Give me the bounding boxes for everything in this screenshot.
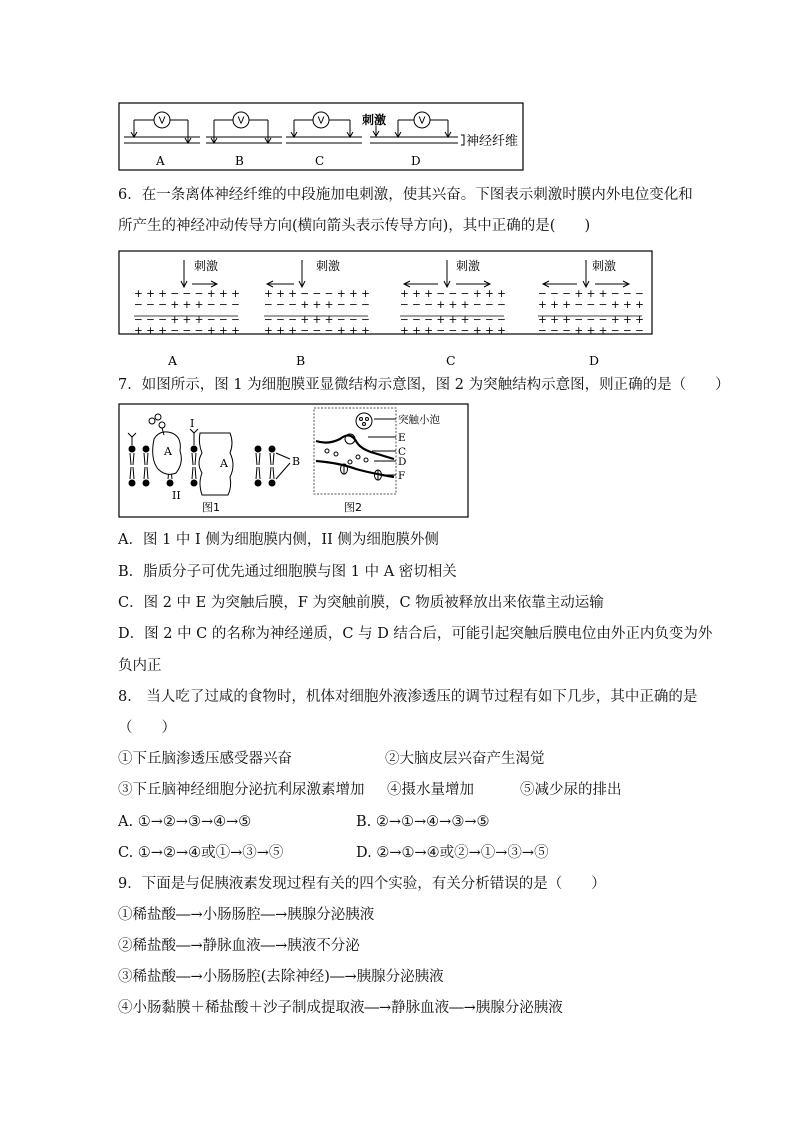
q8-option-b: B. ②→①→④→③→⑤ — [356, 814, 490, 830]
svg-text:A: A — [156, 154, 165, 168]
svg-text:+ + + − − − + + +: + + + − − − + + + — [134, 288, 240, 300]
svg-text:− − − + + + − − −: − − − + + + − − − — [400, 314, 506, 326]
svg-text:− − − + + + − − −: − − − + + + − − − — [134, 314, 240, 326]
q6-panel-c — [400, 258, 506, 337]
fig2-label-vesicle: 突触小泡 — [398, 414, 440, 426]
q6-panel-a — [134, 258, 240, 337]
svg-text:C: C — [315, 154, 325, 168]
fig1-label-a2: A — [220, 457, 228, 470]
voltmeter-label: V — [158, 115, 166, 127]
svg-text:刺激: 刺激 — [194, 259, 219, 273]
q8-paren: （ ） — [118, 720, 176, 736]
svg-text:− − − + + + − − −: − − − + + + − − − — [538, 288, 644, 300]
q8-stem: 8． 当人吃了过咸的食物时，机体对细胞外液渗透压的调节过程有如下几步，其中正确的是 — [118, 689, 698, 705]
q8-item-1: ①下丘脑渗透压感受器兴奋 — [118, 751, 292, 767]
q7-option-a: A．图 1 中 I 侧为细胞膜内侧，II 侧为细胞膜外侧 — [118, 532, 439, 548]
q9-item-1: ①稀盐酸―→小肠肠腔―→胰腺分泌胰液 — [118, 907, 375, 923]
fig1-label-ii: II — [172, 489, 181, 502]
svg-text:+ + + − − − + + +: + + + − − − + + + — [134, 325, 240, 337]
q6-figure — [118, 250, 654, 372]
svg-text:D: D — [411, 154, 421, 168]
svg-text:− − − + + + − − −: − − − + + + − − − — [264, 299, 370, 311]
fig1-label-i: I — [190, 417, 195, 430]
q8-item-5: ⑤减少尿的排出 — [520, 782, 622, 798]
fig2-label-f: F — [398, 470, 406, 482]
q9-stem: 9．下面是与促胰液素发现过程有关的四个实验，有关分析错误的是（ ） — [118, 876, 606, 892]
q8-item-4: ④摄水量增加 — [387, 782, 474, 798]
q6-label-b: B — [296, 353, 306, 368]
fig1-caption: 图1 — [202, 501, 220, 514]
cell-membrane-diagram — [128, 414, 290, 495]
svg-text:+ + + − − − + + +: + + + − − − + + + — [538, 299, 644, 311]
q8-item-2: ②大脑皮层兴奋产生渴觉 — [385, 751, 545, 767]
q7-option-b: B．脂质分子可优先通过细胞膜与图 1 中 A 密切相关 — [118, 564, 457, 580]
svg-text:刺激: 刺激 — [316, 259, 341, 273]
svg-text:+ + + − − − + + +: + + + − − − + + + — [400, 288, 506, 300]
svg-text:− − − + + + − − −: − − − + + + − − − — [264, 314, 370, 326]
svg-text:V: V — [237, 115, 245, 127]
svg-text:+ + + − − − + + +: + + + − − − + + + — [400, 325, 506, 337]
q9-item-3: ③稀盐酸―→小肠肠腔(去除神经)―→胰腺分泌胰液 — [118, 969, 444, 985]
svg-text:刺激: 刺激 — [592, 259, 617, 273]
nerve-fiber-voltmeter-figure — [118, 102, 524, 172]
svg-text:B: B — [235, 154, 244, 168]
nerve-fiber-label: 神经纤维 — [466, 134, 519, 149]
svg-text:− − − + + + − − −: − − − + + + − − − — [538, 325, 644, 337]
svg-text:+ + + − − − + + +: + + + − − − + + + — [264, 288, 370, 300]
svg-text:− − − + + + − − −: − − − + + + − − − — [134, 299, 240, 311]
fig1-label-b: B — [292, 455, 301, 468]
q7-stem: 7．如图所示，图 1 为细胞膜亚显微结构示意图，图 2 为突触结构示意图，则正确的是（ ） — [118, 377, 730, 393]
svg-text:V: V — [418, 115, 426, 127]
fig1-label-a: A — [164, 445, 172, 458]
q8-option-a: A. ①→②→③→④→⑤ — [118, 814, 252, 830]
q6-panel-d — [538, 258, 644, 337]
q9-item-4: ④小肠黏膜＋稀盐酸＋沙子制成提取液―→静脉血液―→胰腺分泌胰液 — [118, 1000, 563, 1016]
q8-item-3: ③下丘脑神经细胞分泌抗利尿激素增加 — [118, 782, 365, 798]
q6-label-d: D — [589, 353, 600, 368]
fig2-label-d: D — [398, 456, 407, 468]
q6-stem-line-2: 所产生的神经冲动传导方向(横向箭头表示传导方向)，其中正确的是( ) — [118, 218, 591, 234]
q6-label-c: C — [446, 353, 456, 368]
q6-label-a: A — [168, 353, 178, 368]
synapse-diagram — [314, 408, 396, 494]
q6-stem-line-1: 6．在一条离体神经纤维的中段施加电刺激，使其兴奋。下图表示刺激时膜内外电位变化和 — [118, 187, 693, 203]
fig2-label-c: C — [398, 446, 407, 458]
q8-option-d: D. ②→①→④或②→①→③→⑤ — [356, 845, 549, 861]
stimulus-label: 刺激 — [362, 113, 387, 127]
svg-text:V: V — [317, 115, 325, 127]
svg-text:+ + + − − − + + +: + + + − − − + + + — [538, 314, 644, 326]
fig2-caption: 图2 — [344, 501, 362, 514]
svg-text:− − − + + + − − −: − − − + + + − − − — [400, 299, 506, 311]
q7-option-c: C．图 2 中 E 为突触后膜，F 为突触前膜，C 物质被释放出来依靠主动运输 — [118, 595, 604, 611]
q7-option-d-cont: 负内正 — [118, 658, 162, 674]
q9-item-2: ②稀盐酸―→静脉血液―→胰液不分泌 — [118, 938, 360, 954]
svg-text:+ + + − − − + + +: + + + − − − + + + — [264, 325, 370, 337]
q7-option-d: D．图 2 中 C 的名称为神经递质，C 与 D 结合后，可能引起突触后膜电位由外正内负变为外 — [118, 626, 713, 642]
fig2-label-e: E — [398, 432, 406, 444]
q8-option-c: C. ①→②→④或①→③→⑤ — [118, 845, 284, 861]
q7-figure — [118, 403, 470, 519]
svg-text:刺激: 刺激 — [456, 259, 481, 273]
q6-panel-b — [264, 258, 370, 337]
